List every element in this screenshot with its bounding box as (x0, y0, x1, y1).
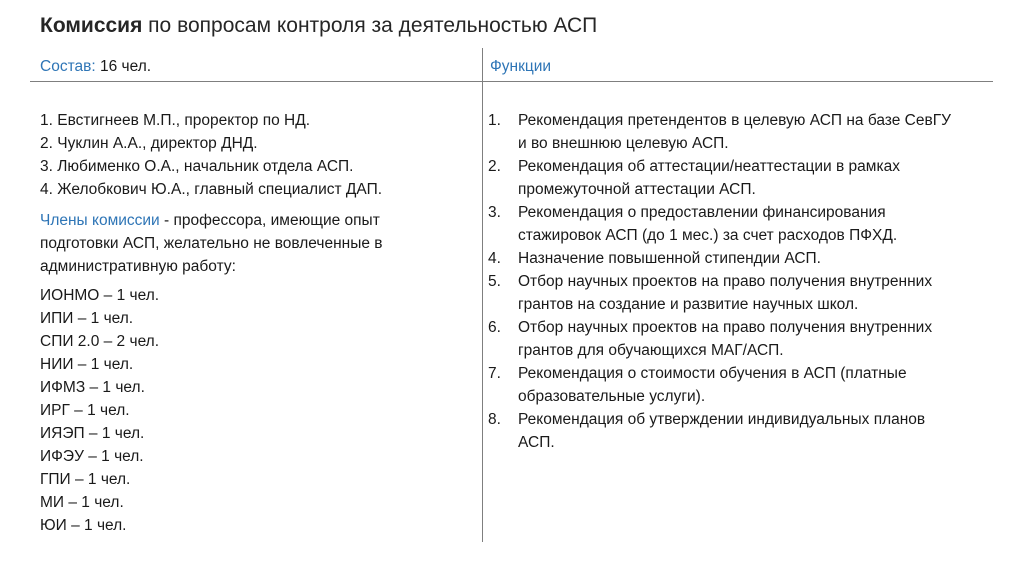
function-item (488, 270, 958, 316)
function-item (488, 155, 958, 201)
function-text: Назначение повышенной стипендии АСП. (518, 250, 821, 267)
leader-item: 3. Любименко О.А., начальник отдела АСП. (40, 158, 354, 175)
function-text: Рекомендация о предоставлении финансирования стажировок АСП (до 1 мес.) за счет расходов ПФХД. (518, 204, 898, 244)
function-number: 1. (488, 112, 501, 129)
institute-item: ИЯЭП – 1 чел. (40, 425, 145, 442)
functions-list (488, 109, 958, 454)
header-divider (30, 81, 993, 82)
composition-value: 16 чел. (95, 58, 152, 75)
institute-item: НИИ – 1 чел. (40, 356, 134, 373)
function-text: Отбор научных проектов на право получения внутренних грантов на создание и развитие научных школ. (518, 273, 933, 313)
function-number: 8. (488, 411, 501, 428)
function-text: Рекомендация о стоимости обучения в АСП (платные образовательные услуги). (518, 365, 907, 405)
institute-item: ИФМЗ – 1 чел. (40, 379, 145, 396)
leader-item: 2. Чуклин А.А., директор ДНД. (40, 135, 258, 152)
function-text: Рекомендация об утверждении индивидуальных планов АСП. (518, 411, 926, 451)
function-text: Рекомендация претендентов в целевую АСП на базе СевГУ и во внешнюю целевую АСП. (518, 112, 951, 152)
column-divider (482, 48, 483, 542)
composition-header (40, 58, 151, 76)
function-item (488, 408, 958, 454)
institute-item: ИФЭУ – 1 чел. (40, 448, 144, 465)
function-number: 3. (488, 204, 501, 221)
function-number: 7. (488, 365, 501, 382)
institute-item: ГПИ – 1 чел. (40, 471, 131, 488)
members-label: Члены комиссии (40, 212, 160, 229)
function-text: Отбор научных проектов на право получения внутренних грантов для обучающихся МАГ/АСП. (518, 319, 933, 359)
leader-item: 1. Евстигнеев М.П., проректор по НД. (40, 112, 311, 129)
institute-item: ИОНМО – 1 чел. (40, 287, 160, 304)
function-number: 6. (488, 319, 501, 336)
function-item (488, 201, 958, 247)
leader-item: 4. Желобкович Ю.А., главный специалист ДАП. (40, 181, 383, 198)
composition-label: Состав: (40, 58, 96, 75)
title-rest: по вопросам контроля за деятельностью АСП (142, 14, 598, 37)
institute-item: МИ – 1 чел. (40, 494, 124, 511)
composition-column (40, 109, 460, 537)
function-number: 2. (488, 158, 501, 175)
function-item (488, 109, 958, 155)
function-text: Рекомендация об аттестации/неаттестации в рамках промежуточной аттестации АСП. (518, 158, 900, 198)
institutes-list (40, 284, 460, 537)
title-bold: Комиссия (40, 14, 143, 37)
leaders-list (40, 109, 460, 201)
functions-header: Функции (490, 58, 552, 75)
institute-item: ЮИ – 1 чел. (40, 517, 127, 534)
institute-item: ИРГ – 1 чел. (40, 402, 130, 419)
function-item (488, 316, 958, 362)
function-number: 5. (488, 273, 501, 290)
institute-item: СПИ 2.0 – 2 чел. (40, 333, 160, 350)
members-text: - профессора, имеющие опыт подготовки АСП, желательно не вовлеченные в административную работу: (40, 212, 383, 275)
members-description (40, 209, 460, 278)
institute-item: ИПИ – 1 чел. (40, 310, 134, 327)
page-title (40, 14, 597, 38)
function-item (488, 362, 958, 408)
function-item (488, 247, 958, 270)
function-number: 4. (488, 250, 501, 267)
